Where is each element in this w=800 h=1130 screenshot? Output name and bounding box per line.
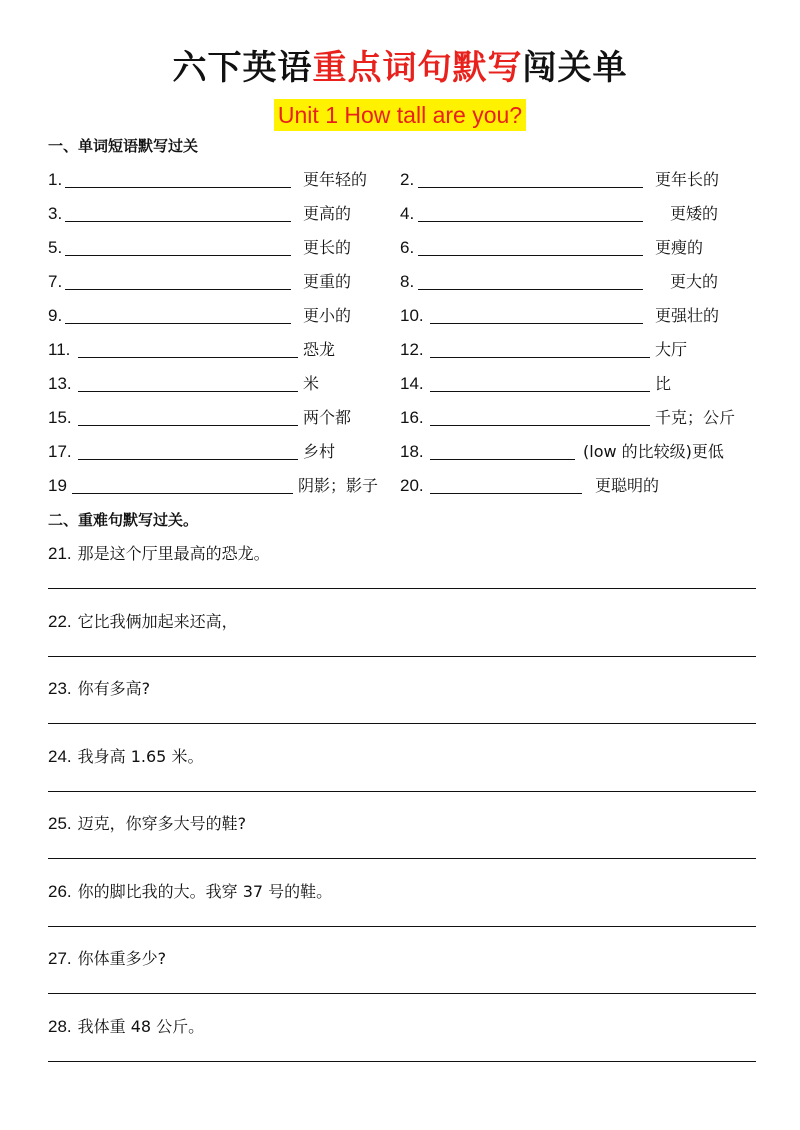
vocab-row [0,202,800,226]
sentence-number: 21. [48,544,72,563]
answer-blank[interactable] [65,255,291,256]
vocab-item-number: 13. [48,374,72,393]
vocab-item-number: 1. [48,170,63,189]
vocab-chinese-hint: 更年长的 [655,170,720,189]
subtitle-wrap [0,99,800,131]
vocab-chinese-hint: 更聪明的 [595,476,660,495]
vocab-chinese-hint: 更矮的 [670,204,719,223]
answer-blank[interactable] [65,221,291,222]
answer-blank[interactable] [78,459,298,460]
vocab-item-number: 4. [400,204,415,223]
sentence-prompt [48,542,270,566]
answer-blank[interactable] [65,289,291,290]
sentence-item [48,542,758,610]
vocab-item-number: 14. [400,374,424,393]
vocab-chinese-hint: 两个都 [303,408,352,427]
vocab-item-number: 18. [400,442,424,461]
sentence-prompt [48,812,246,836]
answer-blank[interactable] [65,323,291,324]
answer-blank[interactable] [65,187,291,188]
sentence-chinese-text: 你的脚比我的大。我穿 37 号的鞋。 [77,881,333,901]
vocab-row [0,270,800,294]
sentence-item [48,880,758,948]
vocab-row [0,236,800,260]
sentence-prompt [48,610,238,634]
answer-blank[interactable] [430,357,650,358]
sentence-number: 22. [48,611,72,631]
vocab-item-number: 3. [48,204,63,223]
vocab-item-number: 15. [48,408,72,427]
sentence-number: 27. [48,949,72,968]
vocab-item-number: 9. [48,306,63,325]
sentence-number: 24. [48,746,72,766]
answer-blank[interactable] [430,425,650,426]
vocab-chinese-hint: 比 [655,374,672,393]
answer-blank[interactable] [78,357,298,358]
sentence-item [48,610,758,678]
answer-line[interactable] [48,1061,756,1062]
vocab-row [0,338,800,362]
answer-line[interactable] [48,858,756,859]
vocab-chinese-hint: 更重的 [303,272,352,291]
vocab-item-number: 8. [400,272,415,291]
answer-line[interactable] [48,588,756,589]
vocab-chinese-hint: 米 [303,374,320,393]
vocab-item-number: 11. [48,340,71,359]
sentence-number: 26. [48,881,72,901]
vocab-item-number: 19 [48,476,67,495]
answer-blank[interactable] [418,187,643,188]
sentence-chinese-text: 迈克，你穿多大号的鞋? [77,814,247,833]
vocab-row [0,304,800,328]
sentence-number: 28. [48,1016,72,1036]
answer-line[interactable] [48,656,756,657]
sentence-number: 23. [48,679,72,698]
sentence-chinese-text: 你体重多少? [77,949,167,968]
sentence-prompt [48,947,166,971]
sentence-item [48,947,758,1015]
sentence-chinese-text: 你有多高? [77,679,151,698]
vocab-chinese-hint: 更小的 [303,306,352,325]
sentence-prompt [48,880,332,904]
answer-blank[interactable] [430,459,575,460]
vocab-chinese-hint: 乡村 [303,442,336,461]
answer-line[interactable] [48,723,756,724]
vocab-item-number: 20. [400,476,424,495]
vocab-item-number: 7. [48,272,63,291]
section2-heading: 二、重难句默写过关。 [48,511,199,529]
answer-blank[interactable] [78,425,298,426]
vocab-row [0,168,800,192]
vocab-item-number: 12. [400,340,424,359]
vocab-item-number: 6. [400,238,415,257]
title-part-1: 六下英语 [172,48,313,88]
answer-line[interactable] [48,926,756,927]
title-part-2-highlight: 重点词句默写 [312,48,523,88]
answer-blank[interactable] [430,323,643,324]
vocab-row [0,406,800,430]
sentence-prompt [48,677,150,701]
sentence-item [48,812,758,880]
vocab-row [0,372,800,396]
vocab-chinese-hint: 更瘦的 [655,238,704,257]
answer-blank[interactable] [418,289,643,290]
title-part-3: 闯关单 [522,48,628,88]
sentence-prompt [48,1015,204,1039]
sentence-prompt [48,745,203,769]
answer-blank[interactable] [418,255,643,256]
vocab-item-number: 5. [48,238,63,257]
vocab-row [0,440,800,464]
vocab-chinese-hint: 大厅 [655,340,688,359]
sentence-item [48,1015,758,1083]
vocab-chinese-hint: 恐龙 [303,340,336,359]
answer-line[interactable] [48,993,756,994]
vocab-row [0,474,800,498]
answer-blank[interactable] [418,221,643,222]
answer-blank[interactable] [430,391,650,392]
vocab-chinese-hint: 更年轻的 [303,170,368,189]
vocab-chinese-hint: (low 的比较级)更低 [583,442,724,461]
answer-blank[interactable] [72,493,293,494]
sentence-chinese-text: 它比我俩加起来还高， [77,611,238,631]
sentence-chinese-text: 我身高 1.65 米。 [77,746,204,766]
page-title [0,45,800,91]
sentence-chinese-text: 那是这个厅里最高的恐龙。 [77,544,270,563]
section1-heading: 一、单词短语默写过关 [48,137,199,155]
vocab-chinese-hint: 更长的 [303,238,352,257]
vocab-chinese-hint: 更高的 [303,204,352,223]
vocab-chinese-hint: 千克；公斤 [655,408,736,427]
answer-blank[interactable] [430,493,582,494]
answer-line[interactable] [48,791,756,792]
vocab-item-number: 10. [400,306,424,325]
sentence-item [48,677,758,745]
sentence-number: 25. [48,814,72,833]
vocab-item-number: 2. [400,170,415,189]
unit-subtitle: Unit 1 How tall are you? [274,99,526,131]
vocab-chinese-hint: 阴影；影子 [298,476,379,495]
answer-blank[interactable] [78,391,298,392]
vocab-chinese-hint: 更强壮的 [655,306,720,325]
sentence-item [48,745,758,813]
vocab-item-number: 17. [48,442,72,461]
vocab-chinese-hint: 更大的 [670,272,719,291]
vocab-item-number: 16. [400,408,424,427]
sentence-chinese-text: 我体重 48 公斤。 [77,1016,205,1036]
